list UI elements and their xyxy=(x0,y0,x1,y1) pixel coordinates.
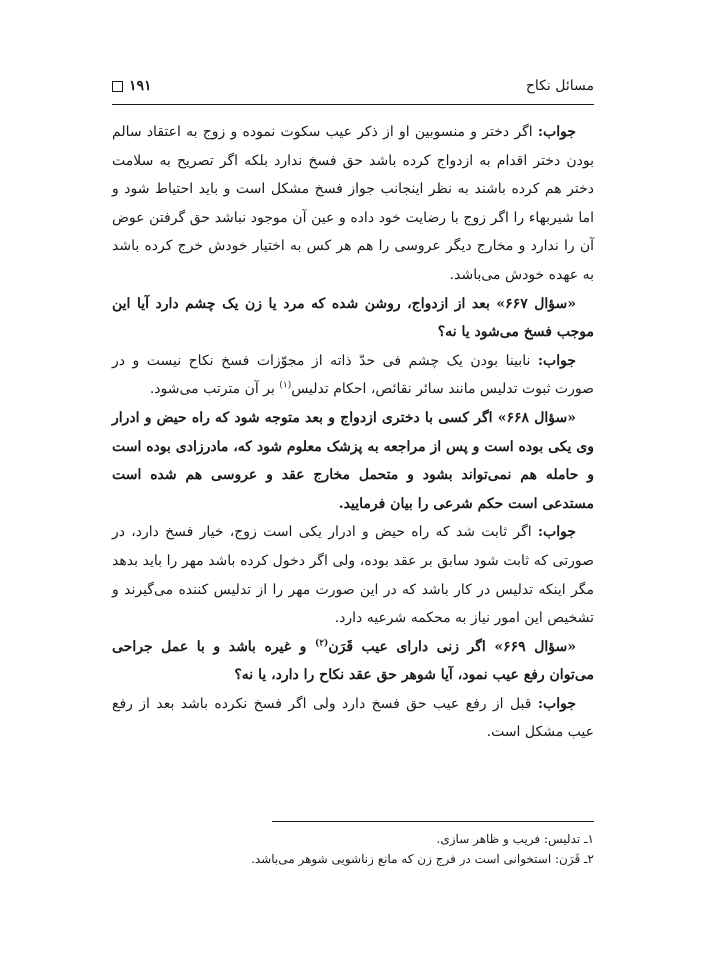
answer-label: جواب: xyxy=(537,352,576,369)
answer-paragraph xyxy=(112,690,594,747)
answer-text: نابینا بودن یک چشم فی حدّ ذاته از مجوّزات فسخ نکاح نیست و در صورت ثبوت تدلیس مانند سائر نقائص، احکام تدلیس xyxy=(112,352,594,398)
header-divider xyxy=(112,104,594,105)
question-label: «سؤال ۶۶۸» xyxy=(497,409,576,426)
answer-paragraph xyxy=(112,518,594,632)
footnote-ref: (۲) xyxy=(314,638,329,649)
answer-text: قبل از رفع عیب حق فسخ دارد ولی اگر فسخ نکرده باشد بعد از رفع عیب مشکل است. xyxy=(112,695,594,741)
answer-text: اگر دختر و منسوبین او از ذکر عیب سکوت نموده و زوج به اعتقاد سالم بودن دختر اقدام به ازدواج کرده باشد حق فسخ ندارد بلکه اگر تصریح به سلامت دختر هم کرده باشند به نظر اینجانب جواز فسخ مشکل است و باید احتیاط شود و اما شیربهاء را اگر زوج با رضایت خود داده و عین آن موجود نباشد حق گرفتن عوض آن را ندارد و مخارج دیگر عروسی را هم هر کس به اختیار خودش خرج کرده باشد به عهده خودش می‌باشد. xyxy=(112,124,594,283)
running-header xyxy=(112,78,594,102)
question-label: «سؤال ۶۶۷» xyxy=(496,295,576,312)
answer-paragraph xyxy=(112,347,594,404)
footnote-item: ۲ـ قَرَن: استخوانی است در فرج زن که مانع زناشویی شوهر می‌باشد. xyxy=(251,852,594,866)
question-label: «سؤال ۶۶۹» xyxy=(494,638,576,655)
answer-label: جواب: xyxy=(537,124,576,140)
footnote-item: ۱ـ تدلیس: فریب و ظاهر سازی. xyxy=(436,832,594,846)
footnote-divider xyxy=(272,821,594,822)
page-number-block xyxy=(112,78,152,94)
square-ornament-icon xyxy=(112,81,123,92)
page-number: ۱۹۱ xyxy=(129,78,152,94)
answer-text: اگر ثابت شد که راه حیض و ادرار یکی است زوج، خیار فسخ دارد، در صورتی که ثابت شود سابق بر عقد بوده، ولی اگر دخول کرده باشد مهر را باید بدهد مگر اینکه تدلیس در کار باشد که در این صورت مهر را از تدلیس کننده می‌گیرند و تشخیص این امور نیاز به محکمه شرعیه دارد. xyxy=(112,524,594,627)
question-paragraph xyxy=(112,404,594,518)
answer-label: جواب: xyxy=(537,695,576,712)
answer-label: جواب: xyxy=(537,524,576,541)
chapter-title: مسائل نکاح xyxy=(525,78,594,94)
footnote-ref: (۱) xyxy=(279,380,292,391)
answer-text-cont: بر آن مترتب می‌شود. xyxy=(149,381,280,398)
footnotes xyxy=(112,829,594,869)
main-text xyxy=(112,118,594,747)
answer-paragraph xyxy=(112,118,594,290)
question-text: بعد از ازدواج، روشن شده که مرد یا زن یک چشم دارد آیا این موجب فسخ می‌شود یا نه؟ xyxy=(112,295,594,341)
question-paragraph xyxy=(112,633,594,690)
question-text: اگر کسی با دختری ازدواج و بعد متوجه شود که راه حیض و ادرار وی یکی بوده است و پس از مراجعه به پزشک معلوم شود که، مادرزادی بوده است و حامله هم نمی‌تواند بشود و متحمل مخارج عقد و عروسی هم شده است مستدعی است حکم شرعی را بیان فرمایید. xyxy=(111,409,594,512)
question-text: اگر زنی دارای عیب قَرَن xyxy=(328,638,495,655)
question-paragraph xyxy=(112,290,594,347)
question-text-cont: و غیره باشد و با عمل جراحی می‌توان رفع عیب نمود، آیا شوهر حق عقد نکاح را دارد، یا نه؟ xyxy=(112,638,594,684)
